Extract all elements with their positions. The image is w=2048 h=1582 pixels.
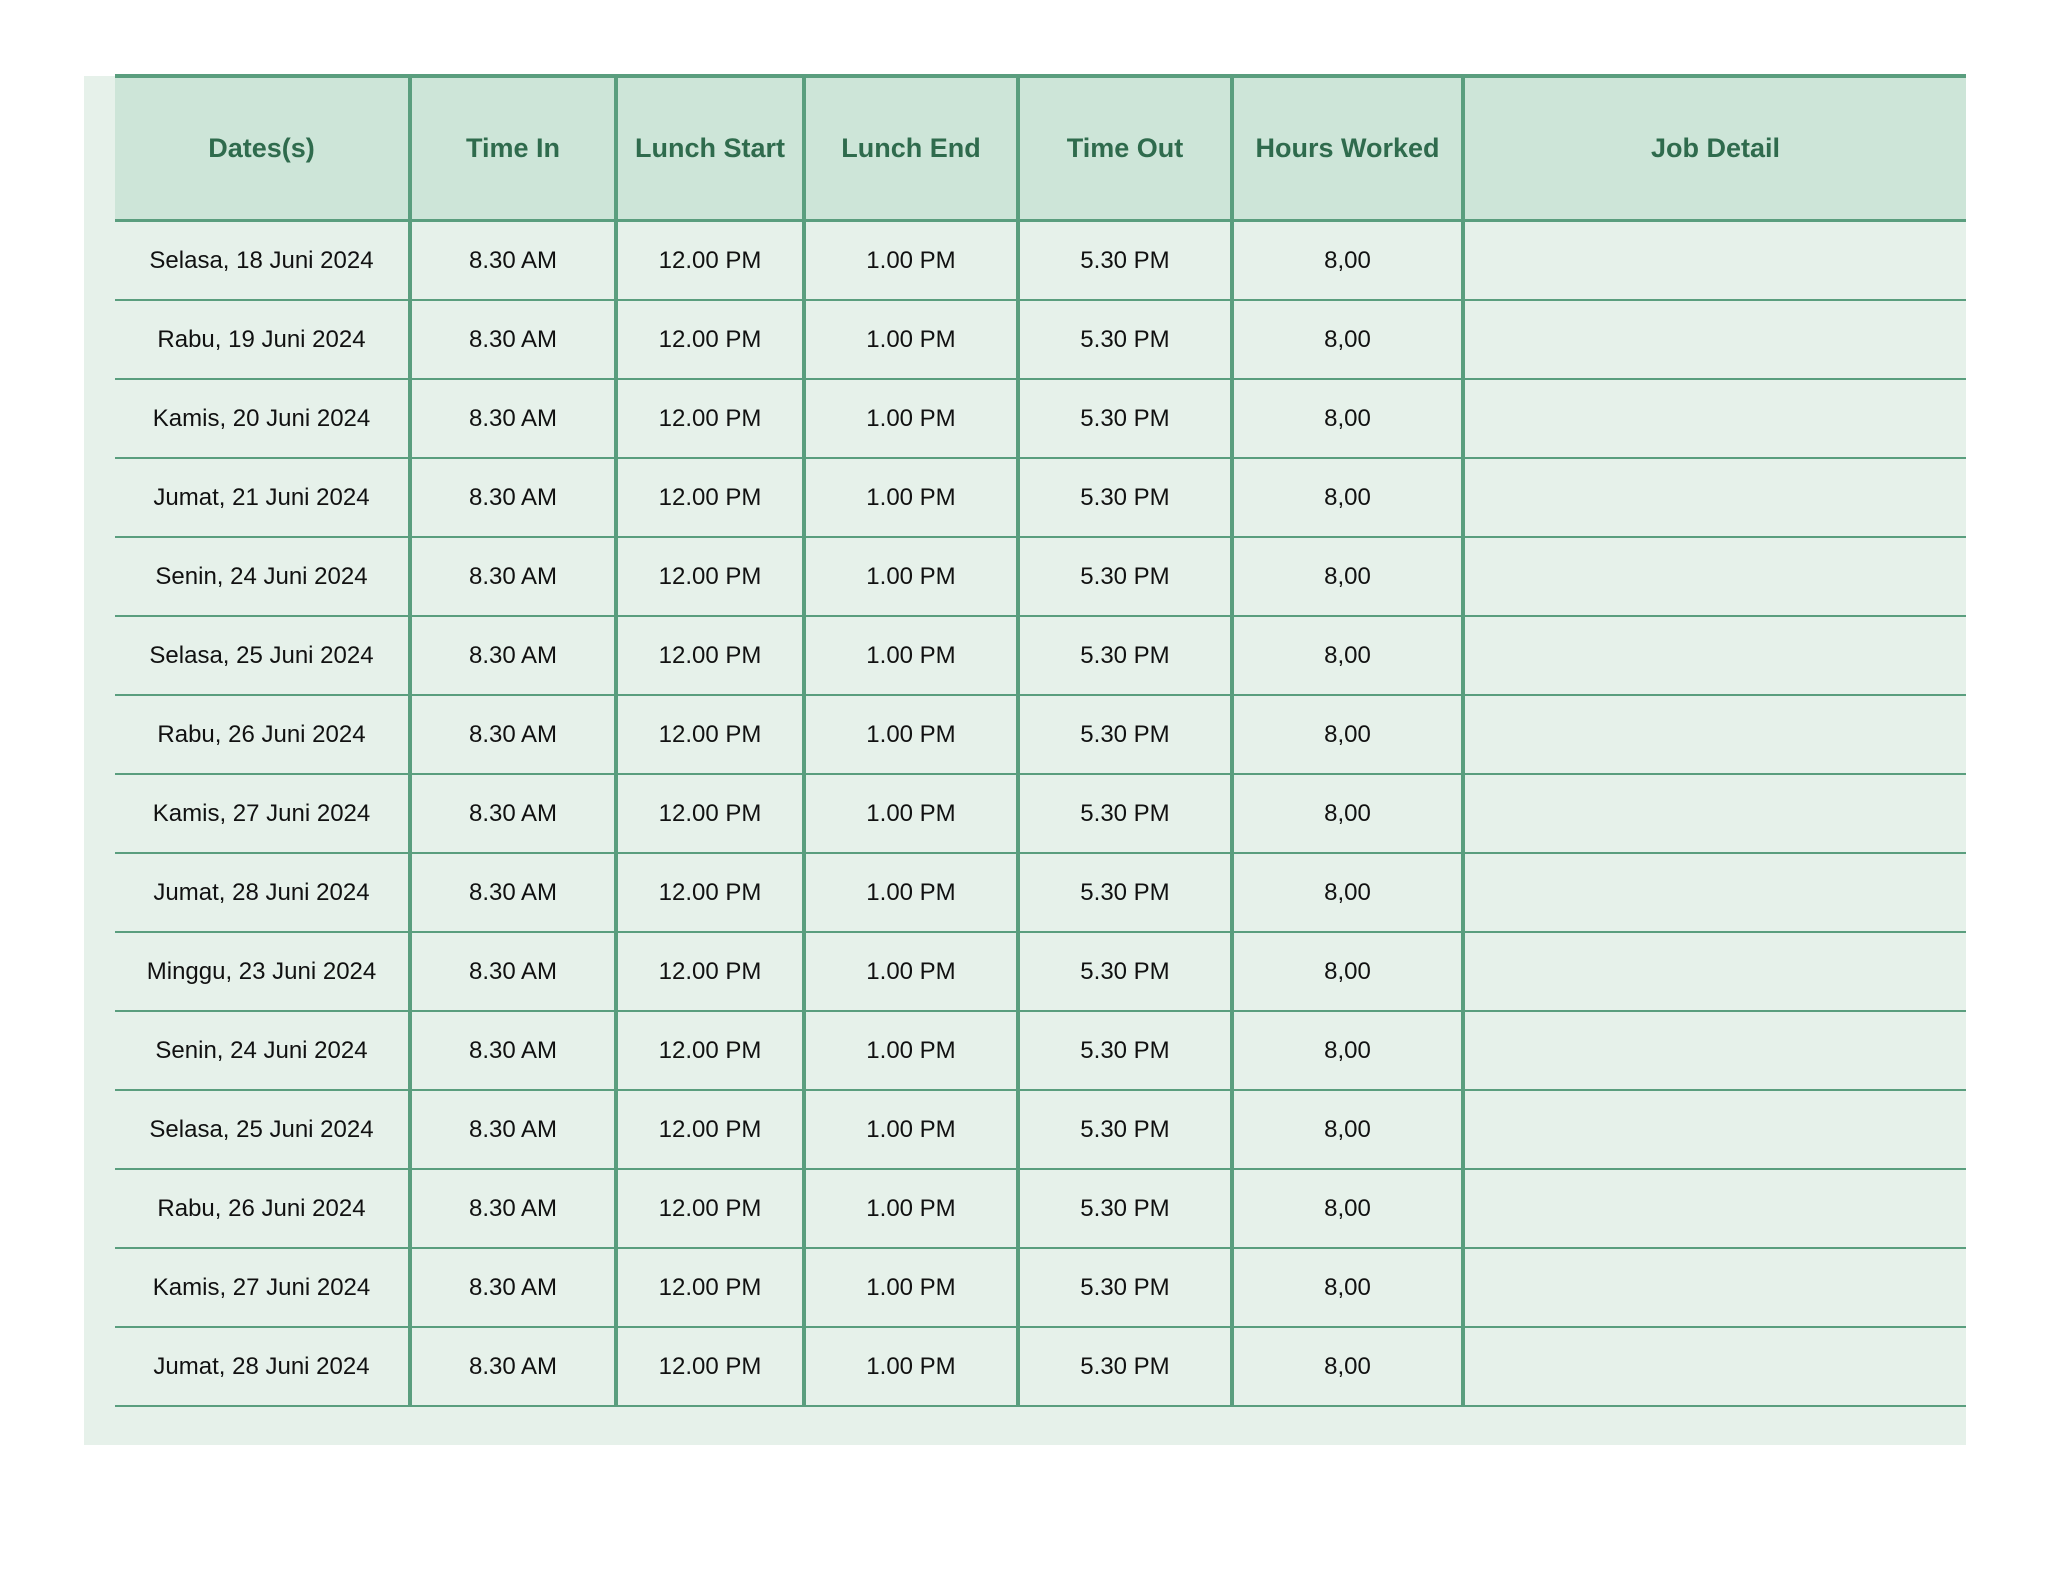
column-header-hours-worked: Hours Worked xyxy=(1232,76,1463,221)
cell-lunch-end: 1.00 PM xyxy=(804,458,1018,537)
cell-lunch-end: 1.00 PM xyxy=(804,537,1018,616)
cell-time-in: 8.30 AM xyxy=(410,1248,616,1327)
cell-job-detail xyxy=(1463,616,1966,695)
cell-hours-worked: 8,00 xyxy=(1232,1169,1463,1248)
cell-lunch-start: 12.00 PM xyxy=(616,379,804,458)
table-row xyxy=(115,300,1966,379)
cell-job-detail xyxy=(1463,932,1966,1011)
cell-hours-worked: 8,00 xyxy=(1232,774,1463,853)
cell-lunch-start: 12.00 PM xyxy=(616,616,804,695)
cell-hours-worked: 8,00 xyxy=(1232,1248,1463,1327)
cell-lunch-end: 1.00 PM xyxy=(804,1169,1018,1248)
cell-date: Selasa, 25 Juni 2024 xyxy=(115,1090,410,1169)
cell-date: Minggu, 23 Juni 2024 xyxy=(115,932,410,1011)
column-header-job-detail: Job Detail xyxy=(1463,76,1966,221)
cell-time-out: 5.30 PM xyxy=(1018,616,1232,695)
header-row xyxy=(115,76,1966,221)
cell-lunch-end: 1.00 PM xyxy=(804,379,1018,458)
cell-time-out: 5.30 PM xyxy=(1018,1248,1232,1327)
table-row xyxy=(115,932,1966,1011)
cell-time-in: 8.30 AM xyxy=(410,932,616,1011)
cell-lunch-end: 1.00 PM xyxy=(804,1327,1018,1406)
cell-lunch-start: 12.00 PM xyxy=(616,853,804,932)
table-row xyxy=(115,853,1966,932)
cell-job-detail xyxy=(1463,1090,1966,1169)
cell-lunch-start: 12.00 PM xyxy=(616,537,804,616)
cell-time-in: 8.30 AM xyxy=(410,221,616,301)
cell-time-out: 5.30 PM xyxy=(1018,379,1232,458)
cell-time-out: 5.30 PM xyxy=(1018,1011,1232,1090)
cell-hours-worked: 8,00 xyxy=(1232,616,1463,695)
table-row xyxy=(115,1169,1966,1248)
cell-date: Selasa, 18 Juni 2024 xyxy=(115,221,410,301)
table-row xyxy=(115,379,1966,458)
cell-date: Jumat, 28 Juni 2024 xyxy=(115,1327,410,1406)
table-body xyxy=(115,221,1966,1407)
cell-lunch-end: 1.00 PM xyxy=(804,221,1018,301)
cell-hours-worked: 8,00 xyxy=(1232,1090,1463,1169)
cell-date: Kamis, 27 Juni 2024 xyxy=(115,774,410,853)
cell-hours-worked: 8,00 xyxy=(1232,458,1463,537)
cell-job-detail xyxy=(1463,1248,1966,1327)
cell-time-out: 5.30 PM xyxy=(1018,221,1232,301)
cell-hours-worked: 8,00 xyxy=(1232,1327,1463,1406)
cell-hours-worked: 8,00 xyxy=(1232,695,1463,774)
table-row xyxy=(115,1090,1966,1169)
cell-lunch-start: 12.00 PM xyxy=(616,774,804,853)
table-row xyxy=(115,1011,1966,1090)
cell-date: Rabu, 19 Juni 2024 xyxy=(115,300,410,379)
cell-job-detail xyxy=(1463,458,1966,537)
cell-hours-worked: 8,00 xyxy=(1232,932,1463,1011)
cell-date: Jumat, 21 Juni 2024 xyxy=(115,458,410,537)
cell-time-in: 8.30 AM xyxy=(410,1169,616,1248)
cell-hours-worked: 8,00 xyxy=(1232,1011,1463,1090)
cell-lunch-start: 12.00 PM xyxy=(616,1169,804,1248)
cell-lunch-end: 1.00 PM xyxy=(804,1090,1018,1169)
cell-time-in: 8.30 AM xyxy=(410,853,616,932)
cell-job-detail xyxy=(1463,1169,1966,1248)
table-row xyxy=(115,458,1966,537)
cell-date: Rabu, 26 Juni 2024 xyxy=(115,695,410,774)
cell-job-detail xyxy=(1463,774,1966,853)
cell-lunch-start: 12.00 PM xyxy=(616,221,804,301)
column-header-time-out: Time Out xyxy=(1018,76,1232,221)
cell-job-detail xyxy=(1463,853,1966,932)
cell-lunch-start: 12.00 PM xyxy=(616,1011,804,1090)
cell-date: Senin, 24 Juni 2024 xyxy=(115,537,410,616)
cell-time-in: 8.30 AM xyxy=(410,695,616,774)
column-header-lunch-start: Lunch Start xyxy=(616,76,804,221)
cell-hours-worked: 8,00 xyxy=(1232,853,1463,932)
cell-time-out: 5.30 PM xyxy=(1018,853,1232,932)
cell-lunch-end: 1.00 PM xyxy=(804,616,1018,695)
cell-lunch-end: 1.00 PM xyxy=(804,1248,1018,1327)
cell-date: Jumat, 28 Juni 2024 xyxy=(115,853,410,932)
cell-job-detail xyxy=(1463,695,1966,774)
table-row xyxy=(115,616,1966,695)
cell-job-detail xyxy=(1463,537,1966,616)
cell-hours-worked: 8,00 xyxy=(1232,221,1463,301)
cell-lunch-end: 1.00 PM xyxy=(804,1011,1018,1090)
cell-date: Rabu, 26 Juni 2024 xyxy=(115,1169,410,1248)
cell-lunch-start: 12.00 PM xyxy=(616,1248,804,1327)
cell-time-in: 8.30 AM xyxy=(410,774,616,853)
cell-lunch-start: 12.00 PM xyxy=(616,1090,804,1169)
timesheet-table xyxy=(115,74,1966,1407)
table-row xyxy=(115,1327,1966,1406)
cell-time-out: 5.30 PM xyxy=(1018,537,1232,616)
table-row xyxy=(115,537,1966,616)
cell-lunch-end: 1.00 PM xyxy=(804,853,1018,932)
cell-lunch-end: 1.00 PM xyxy=(804,300,1018,379)
cell-date: Kamis, 27 Juni 2024 xyxy=(115,1248,410,1327)
cell-time-in: 8.30 AM xyxy=(410,379,616,458)
cell-time-in: 8.30 AM xyxy=(410,458,616,537)
column-header-lunch-end: Lunch End xyxy=(804,76,1018,221)
cell-lunch-end: 1.00 PM xyxy=(804,932,1018,1011)
cell-job-detail xyxy=(1463,1327,1966,1406)
cell-time-in: 8.30 AM xyxy=(410,1011,616,1090)
table-row xyxy=(115,1248,1966,1327)
cell-time-out: 5.30 PM xyxy=(1018,1327,1232,1406)
cell-lunch-start: 12.00 PM xyxy=(616,1327,804,1406)
cell-time-out: 5.30 PM xyxy=(1018,1169,1232,1248)
cell-time-out: 5.30 PM xyxy=(1018,774,1232,853)
cell-job-detail xyxy=(1463,221,1966,301)
cell-job-detail xyxy=(1463,300,1966,379)
cell-time-out: 5.30 PM xyxy=(1018,300,1232,379)
table-row xyxy=(115,221,1966,301)
cell-time-out: 5.30 PM xyxy=(1018,932,1232,1011)
cell-time-out: 5.30 PM xyxy=(1018,458,1232,537)
cell-lunch-start: 12.00 PM xyxy=(616,695,804,774)
cell-date: Kamis, 20 Juni 2024 xyxy=(115,379,410,458)
cell-time-out: 5.30 PM xyxy=(1018,695,1232,774)
cell-date: Selasa, 25 Juni 2024 xyxy=(115,616,410,695)
cell-time-out: 5.30 PM xyxy=(1018,1090,1232,1169)
cell-time-in: 8.30 AM xyxy=(410,616,616,695)
cell-time-in: 8.30 AM xyxy=(410,300,616,379)
column-header-dates: Dates(s) xyxy=(115,76,410,221)
cell-job-detail xyxy=(1463,1011,1966,1090)
cell-hours-worked: 8,00 xyxy=(1232,300,1463,379)
cell-time-in: 8.30 AM xyxy=(410,1090,616,1169)
cell-date: Senin, 24 Juni 2024 xyxy=(115,1011,410,1090)
cell-lunch-start: 12.00 PM xyxy=(616,932,804,1011)
table-row xyxy=(115,774,1966,853)
cell-lunch-end: 1.00 PM xyxy=(804,695,1018,774)
column-header-time-in: Time In xyxy=(410,76,616,221)
table-row xyxy=(115,695,1966,774)
cell-lunch-start: 12.00 PM xyxy=(616,458,804,537)
cell-time-in: 8.30 AM xyxy=(410,1327,616,1406)
cell-job-detail xyxy=(1463,379,1966,458)
cell-time-in: 8.30 AM xyxy=(410,537,616,616)
cell-lunch-start: 12.00 PM xyxy=(616,300,804,379)
cell-hours-worked: 8,00 xyxy=(1232,379,1463,458)
cell-lunch-end: 1.00 PM xyxy=(804,774,1018,853)
cell-hours-worked: 8,00 xyxy=(1232,537,1463,616)
table-header xyxy=(115,76,1966,221)
